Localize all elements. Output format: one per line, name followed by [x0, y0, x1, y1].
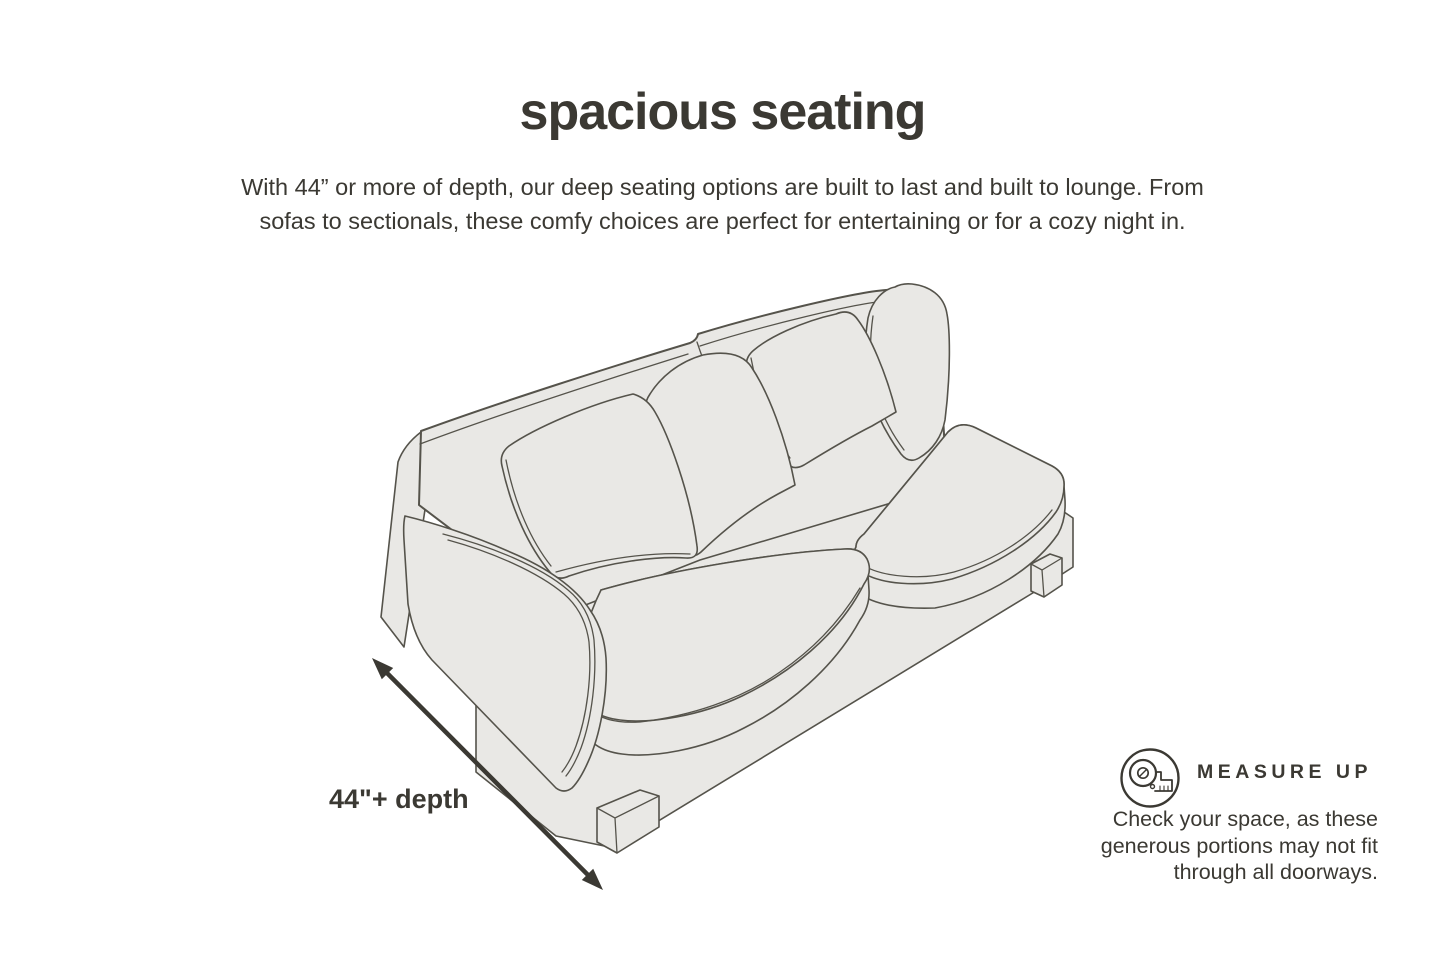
- measure-up-note-line-2: generous portions may not fit: [1100, 833, 1378, 858]
- page-title: spacious seating: [519, 83, 926, 141]
- page-description-line-1: With 44” or more of depth, our deep seating options are built to last and built to lounge. From: [241, 174, 1204, 200]
- tape-measure-icon: [1122, 750, 1179, 807]
- depth-dimension-label: 44"+ depth: [329, 784, 469, 814]
- measure-up-note-line-1: Check your space, as these: [1112, 807, 1378, 831]
- page-description-line-2: sofas to sectionals, these comfy choices are perfect for entertaining or for a cozy night in.: [259, 208, 1186, 234]
- measure-up-note-line-3: through all doorways.: [1173, 860, 1378, 884]
- measure-up-note: [1048, 806, 1378, 886]
- measure-up-heading: MEASURE UP: [1197, 761, 1373, 783]
